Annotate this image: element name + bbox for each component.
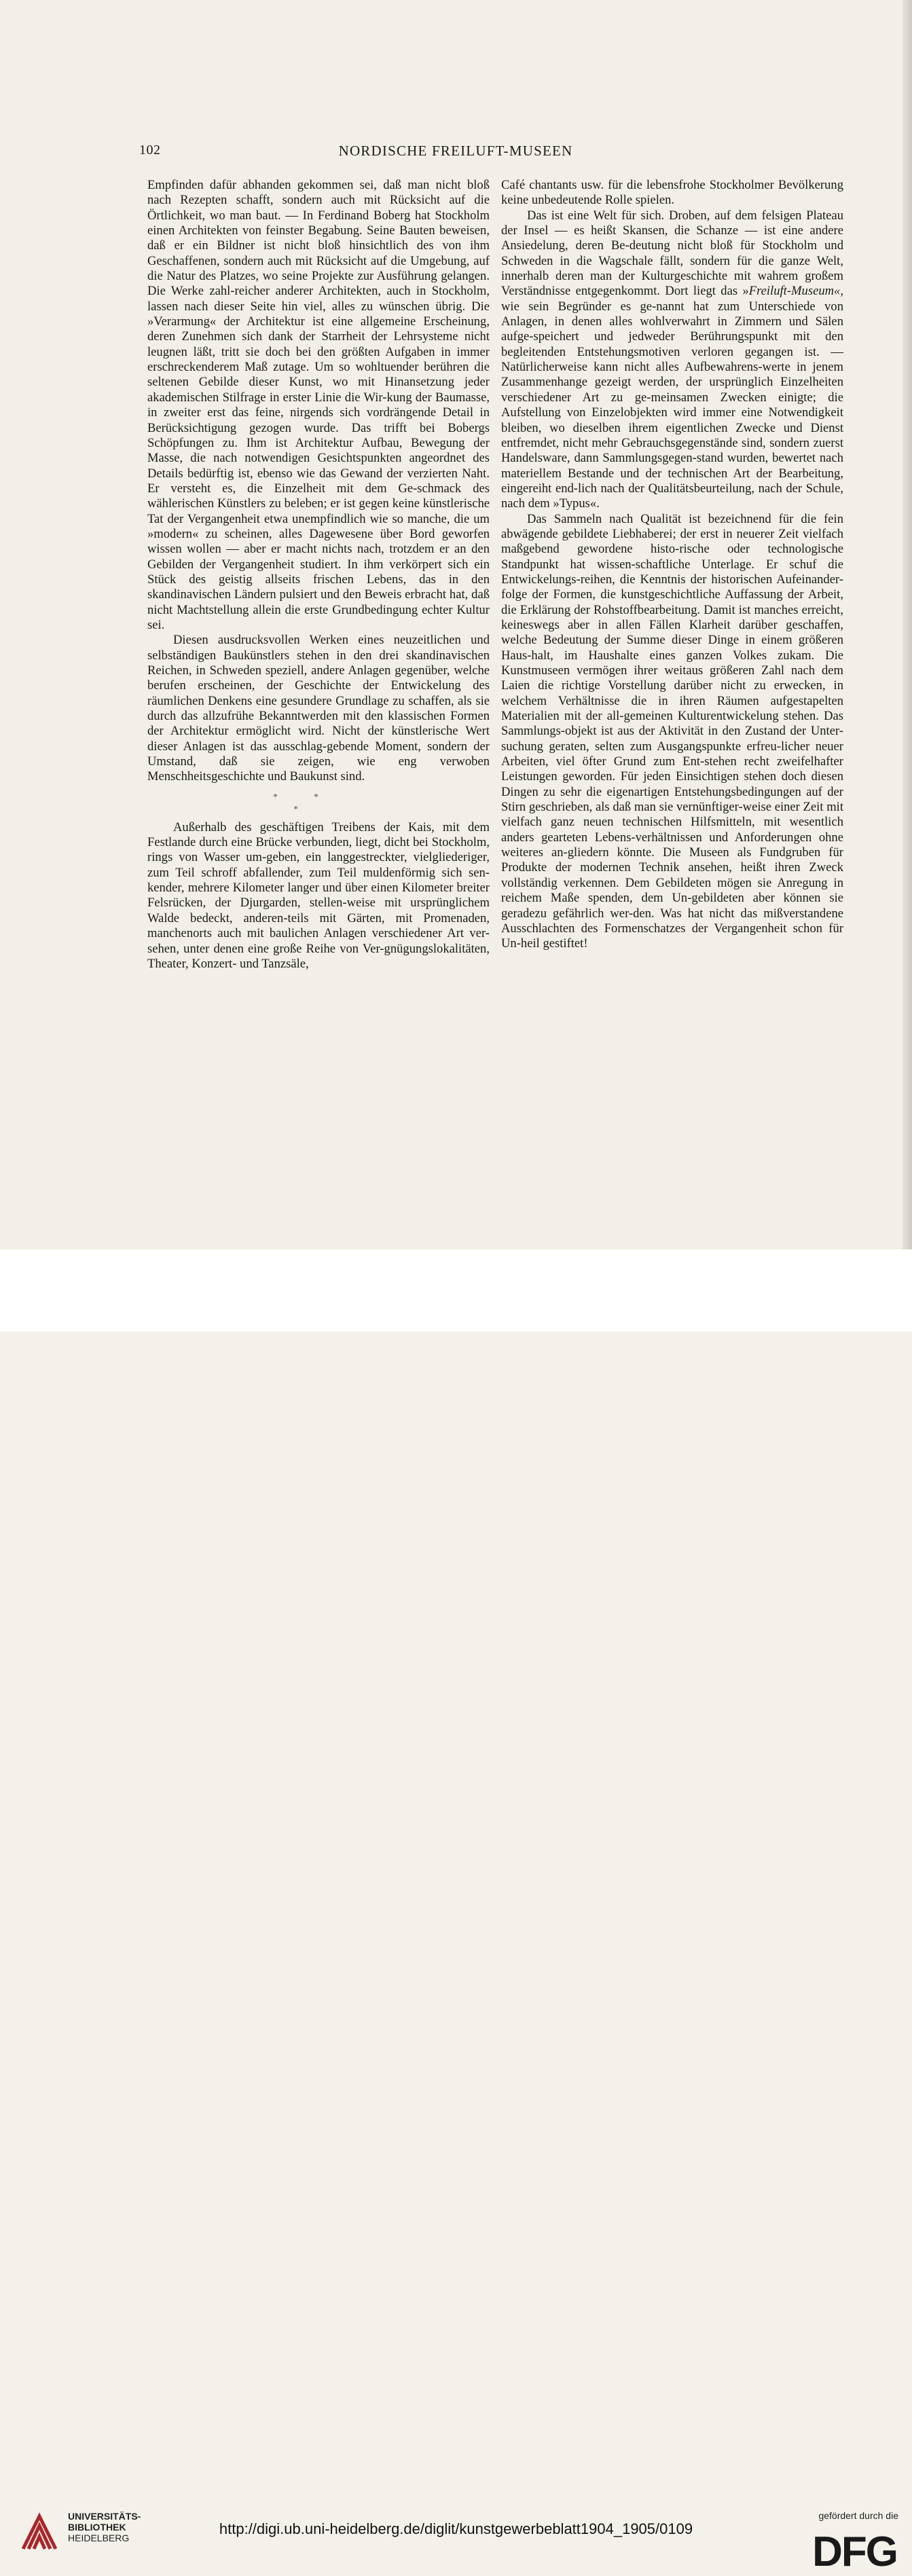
document-page	[0, 0, 912, 1249]
right-paragraph-1: Café chantants usw. für die lebensfrohe Stockholmer Bevölkerung keine unbedeutende Rolle spielen.	[501, 178, 843, 208]
page-number: 102	[139, 143, 161, 158]
source-url-link[interactable]: http://digi.ub.uni-heidelberg.de/diglit/kunstgewerbeblatt1904_1905/0109	[219, 2520, 693, 2537]
funding-note: gefördert durch die	[818, 2510, 898, 2521]
digitization-footer	[0, 1249, 912, 2575]
running-title: NORDISCHE FREILUFT-MUSEEN	[338, 143, 573, 159]
library-name-line: HEIDELBERG	[68, 2533, 130, 2543]
left-column	[147, 178, 490, 972]
right-paragraph-2	[501, 208, 843, 512]
section-break-asterism	[147, 790, 490, 820]
left-paragraph-3: Außerhalb des geschäftigen Treibens der Kais, mit dem Festlande durch eine Brücke verbunden, liegt, dicht bei Stockholm, rings von Wasser um-geben, ein langgestreckter, vielgliederiger, zum Teil schroff abfallender, zum Teil muldenförmig sich sen-kender, mehrere Kilometer langer und über einen Kilometer breiter Felsrücken, der Djurgarden, stellen-weise mit ursprünglichem Walde bedeckt, anderen-teils mit Gärten, mit Promenaden, manchenorts auch mit baulichen Anlagen verschiedener Art ver-sehen, unter denen eine große Reihe von Ver-gnügungslokalitäten, Theater, Konzert- und Tanzsäle,	[147, 820, 490, 971]
asterism-star: *	[273, 792, 278, 803]
freiluft-museum-term: Freiluft-Museum«,	[748, 284, 843, 299]
right-paragraph-2-text-b: wie sein Begründer es ge-nannt hat zum Unterschiede von Anlagen, in denen alles wohlverwahrt in Zimmern und Sälen aufge-speichert und jedweder Berührungspunkt mit den begleitenden Entstehungsmotiven verloren gegangen ist. — Natürlicherweise kann nicht alles Aufbewahrens-werte in jenem Zusammenhange gezeigt werden, der ursprünglich Einzelheiten verschiedener Art zu ge-meinsamen Zwecken einigte; die Aufstellung von Einzelobjekten wird immer eine Notwendigkeit bleiben, wo dieselben ihrem eigentlichen Zwecke und Dienst entfremdet, nicht mehr Gebrauchsgegenstände sind, sondern zuerst Handelsware, dann Sammlungsgegen-stand wurden, bewertet nach materiellem Bestande und der technischen Art der Bearbeitung, eingereiht end-lich nach der Qualitätsbeurteilung, nach der Schule, nach dem »Typus«.	[501, 299, 843, 511]
left-paragraph-1: Empfinden dafür abhanden gekommen sei, daß man nicht bloß nach Rezepten schafft, sondern auch mit Rücksicht auf die Örtlichkeit, wo man baut. — In Ferdinand Boberg hat Stockholm einen Architekten von feinster Begabung. Seine Bauten beweisen, daß er ein Bildner ist nicht bloß hinsichtlich des von ihm Geschaffenen, sondern auch mit Rücksicht auf die Umgebung, auf die Natur des Platzes, wo seine Projekte zur Ausführung gelangen. Die Werke zahl-reicher anderer Architekten, auch in Stockholm, lassen nach dieser Seite hin viel, alles zu wünschen übrig. Die »Verarmung« der Architektur ist eine allgemeine Erscheinung, deren Zunehmen sich dank der Starrheit der Lehrsysteme nicht leugnen läßt, tritt sie doch bei den größten Aufgaben in immer erschreckenderem Maß zutage. Um so wohltuender berühren die seltenen Gebilde dieser Kunst, wo mit Hinansetzung jeder akademischen Stilfrage in erster Linie die Wir-kung der Baumasse, in zweiter erst das feine, nirgends sich vordrängende Detail in Berücksichtigung gezogen wurde. Das trifft bei Bobergs Schöpfungen zu. Ihm ist Architektur Aufbau, Bewegung der Masse, die nach notwendigen Gesichtspunkten angeordnet des Details bedürftig ist, ebenso wie das Gewand der verzierten Naht. Er versteht es, die Einzelheit mit dem Ge-schmack des wählerischen Künstlers zu beleben; er ist gegen keine künstlerische Tat der Vergangenheit etwa unempfindlich wie so manche, die um »modern« zu scheinen, alles Dagewesene über Bord geworfen wissen wollen — aber er macht nichts nach, trotzdem er an den Gebilden der Vergangenheit studiert. In ihm verkörpert sich ein Stück des geistig allseits frischen Lebens, das in den skandinavischen Ländern pulsiert und den Beweis erbracht hat, daß nicht Machtstellung allein die erste Grundbedingung echter Kultur sei.	[147, 178, 490, 632]
library-name-line: UNIVERSITÄTS-	[68, 2511, 141, 2522]
library-name-line: BIBLIOTHEK	[68, 2522, 126, 2533]
asterism-star: *	[314, 792, 318, 803]
page-header	[139, 143, 772, 163]
right-column	[501, 178, 843, 952]
right-paragraph-3: Das Sammeln nach Qualität ist bezeichnend für die fein abwägende gebildete Liebhaberei; der erst in neuerer Zeit vielfach maßgebend gewordene histo-rische oder technologische Standpunkt hat wissen-schaftliche Unterlage. Er schuf die Entwickelungs-reihen, die Kenntnis der historischen Aufeinander-folge der Formen, die kunstgeschichtliche Auffassung der Arbeit, die Erklärung der Rohstoffbearbeitung. Damit ist manches erreicht, keineswegs aber in allen Fällen Klarheit darüber geschaffen, welche Bedeutung der Summe dieser Dinge in einem größeren Haus-halt, im Haushalte eines ganzen Volkes zukam. Die Kunstmuseen vermögen ihrer weitaus größeren Zahl nach dem Laien die richtige Vorstellung darüber nicht zu erwecken, in welchem Verhältnisse die in ihren Räumen aufgestapelten Materialien mit der all-gemeinen Kulturentwickelung stehen. Das Sammlungs-objekt ist aus der Aktivität in den Zustand der Unter-suchung geraten, selten zum Ausgangspunkte erfreu-licher neuer Arbeiten, viel öfter Grund zum Ent-stehen recht zweifelhafter Leistungen geworden. Für jeden Einsichtigen stehen doch diesen Dingen zu sehr die eigenartigen Entstehungsbedingungen auf der Stirn geschrieben, als daß man sie vernünftiger-weise einer Zeit mit vielfach ganz neuen technischen Hilfsmitteln, mit wesentlich anders gearteten Lebens-verhältnissen und Anforderungen ohne weiteres an-gliedern könnte. Die Museen als Fundgruben für Produkte der modernen Technik ansehen, heißt ihren Zweck vollständig verkennen. Dem Gebildeten mögen sie Anregung in reichem Maße spenden, dem Un-gebildeten aber können sie geradezu gefährlich wer-den. Was hat nicht das mißverstandene Ausschlachten des Formenschatzes der Vergangenheit schon für Un-heil gestiftet!	[501, 511, 843, 951]
paper-edge	[902, 0, 912, 1249]
left-paragraph-2: Diesen ausdrucksvollen Werken eines neuzeitlichen und selbständigen Baukünstlers stehen in den drei skandinavischen Reichen, in Schweden speziell, andere Anlagen gegenüber, welche berufen erscheinen, der Geschichte der Entwickelung des räumlichen Denkens eine gesundere Grundlage zu schaffen, als sie durch das allzufrühe Bekanntwerden mit den klassischen Formen der Architektur ermöglicht wird. Nicht der künstlerische Wert dieser Anlagen ist das ausschlag-gebende Moment, sondern der Umstand, daß sie zeigen, wie eng verwoben Menschheitsgeschichte und Baukunst sind.	[147, 633, 490, 784]
right-paragraph-2-text-a: Das ist eine Welt für sich. Droben, auf dem felsigen Plateau der Insel — es heißt Skansen, die Schanze — ist eine andere Ansiedelung, deren Be-deutung nicht bloß für Stockholm und Schweden in die Wagschale fällt, sondern für die ganze Welt, innerhalb deren man der Kulturgeschichte mit wahrem großem Verständnisse entgegenkommt. Dort liegt das »	[501, 208, 843, 299]
dfg-logo: DFG	[812, 2528, 897, 2575]
asterism-star: *	[293, 804, 298, 815]
